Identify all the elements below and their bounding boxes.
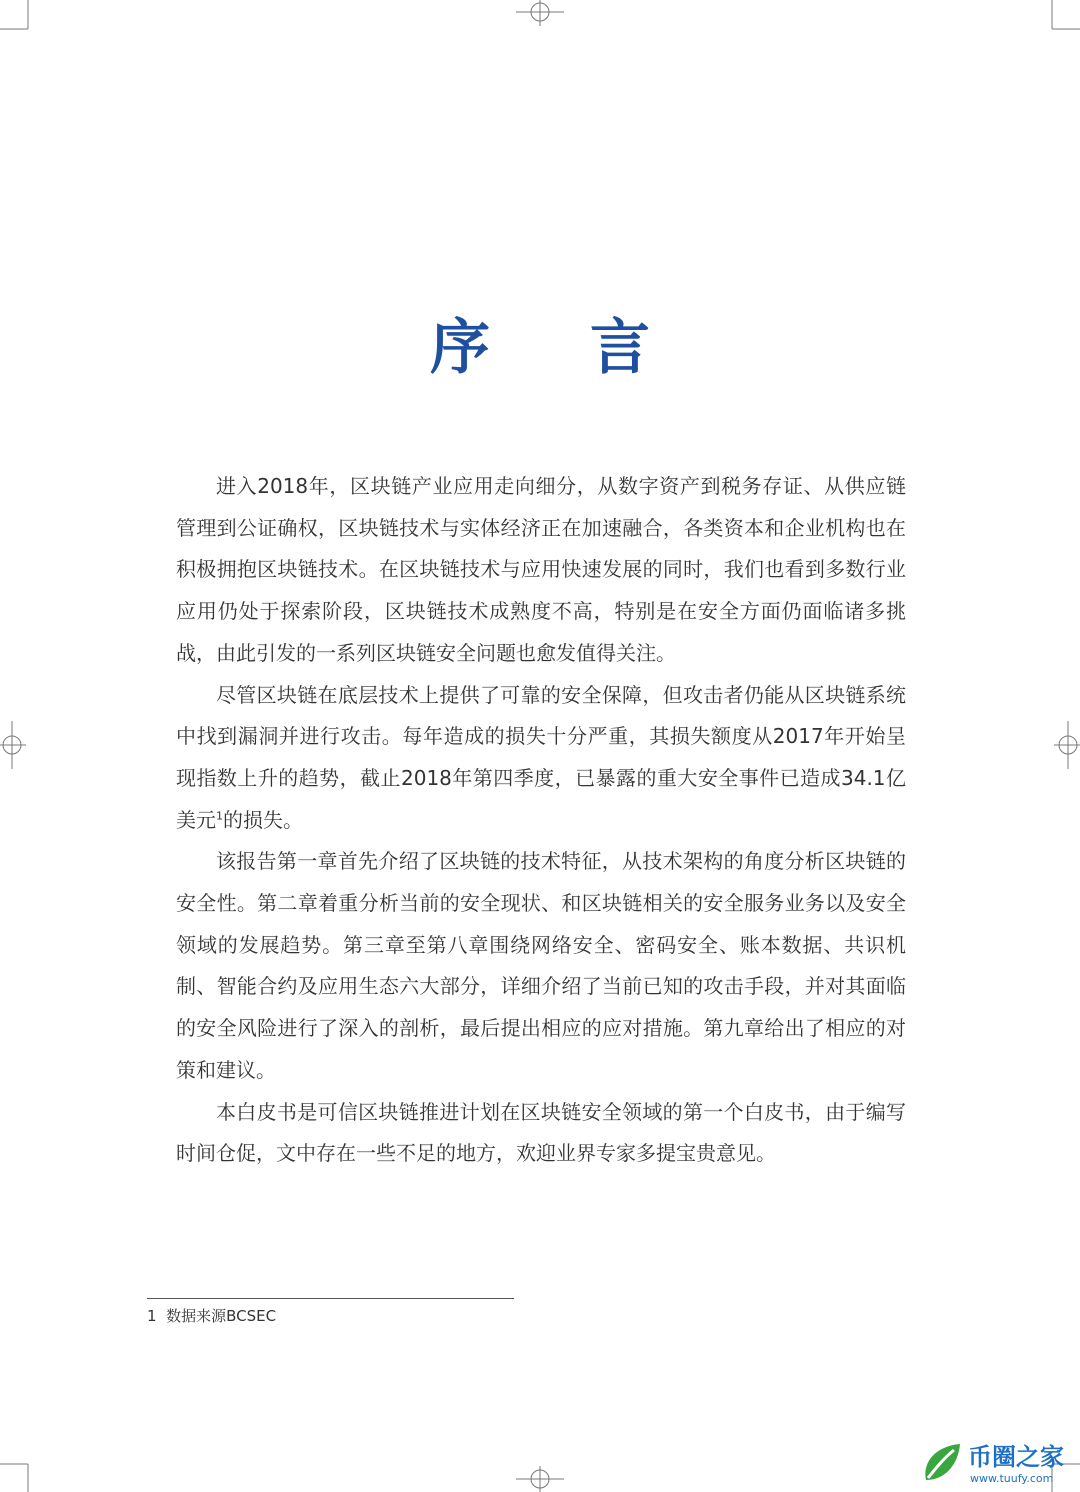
- footnote-number: 1: [147, 1307, 157, 1325]
- paragraph-2-text: 尽管区块链在底层技术上提供了可靠的安全保障，但攻击者仍能从区块链系统中找到漏洞并进行攻击。每年造成的损失十分严重，其损失额度从2017年开始呈现指数上升的趋势，截止2018年第四季度，已暴露的重大安全事件已造成34.1亿美元: [176, 682, 906, 832]
- watermark-logo: [918, 1440, 1076, 1488]
- paragraph-1: 进入2018年，区块链产业应用走向细分，从数字资产到税务存证、从供应链管理到公证确权，区块链技术与实体经济正在加速融合，各类资本和企业机构也在积极拥抱区块链技术。在区块链技术与应用快速发展的同时，我们也看到多数行业应用仍处于探索阶段，区块链技术成熟度不高，特别是在安全方面仍面临诸多挑战，由此引发的一系列区块链安全问题也愈发值得关注。: [176, 474, 906, 665]
- page-title: 序言: [430, 313, 750, 383]
- leaf-icon: [918, 1440, 964, 1486]
- preface-body: [176, 466, 906, 1175]
- footnote-reference[interactable]: 1: [216, 808, 223, 822]
- paragraph-2: [176, 675, 906, 842]
- paragraph-3: 该报告第一章首先介绍了区块链的技术特征，从技术架构的角度分析区块链的安全性。第二章着重分析当前的安全现状、和区块链相关的安全服务业务以及安全领域的发展趋势。第三章至第八章围绕网络安全、密码安全、账本数据、共识机制、智能合约及应用生态六大部分，详细介绍了当前已知的攻击手段，并对其面临的安全风险进行了深入的剖析，最后提出相应的应对措施。第九章给出了相应的对策和建议。: [176, 849, 906, 1082]
- watermark-url: www.tuufy.com: [970, 1472, 1054, 1485]
- footnote-text: 数据来源BCSEC: [166, 1307, 277, 1325]
- watermark-name: 币圈之家: [968, 1443, 1064, 1471]
- paragraph-4: 本白皮书是可信区块链推进计划在区块链安全领域的第一个白皮书，由于编写时间仓促，文中存在一些不足的地方，欢迎业界专家多提宝贵意见。: [176, 1099, 906, 1166]
- footnote-divider: [147, 1298, 514, 1299]
- footnote: [147, 1305, 276, 1327]
- paragraph-2-tail: 的损失。: [223, 807, 303, 832]
